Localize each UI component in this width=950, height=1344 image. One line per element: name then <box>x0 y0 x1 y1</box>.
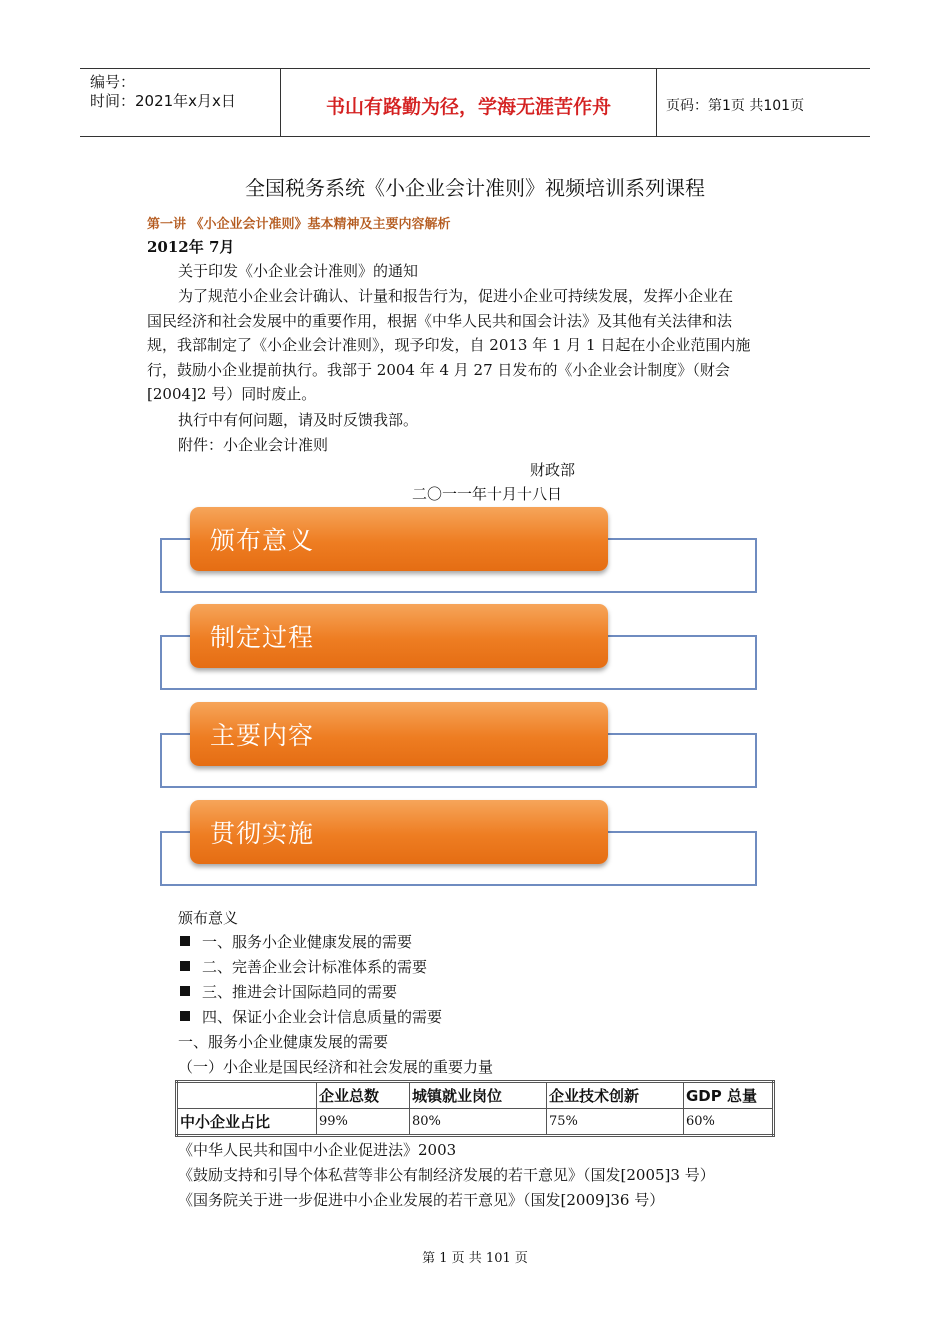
paragraph-line: [2004]2 号）同时废止。 <box>147 385 317 403</box>
table-cell: 99% <box>317 1109 410 1136</box>
sme-share-table <box>175 1080 775 1137</box>
doc-number-label: 编号： <box>90 73 136 91</box>
section-heading: 颁布意义 <box>178 909 239 927</box>
diagram-item <box>190 604 608 668</box>
diagram-item-label: 主要内容 <box>210 721 315 750</box>
bullet-text: 二、完善企业会计标准体系的需要 <box>202 958 428 976</box>
notice-title: 关于印发《小企业会计准则》的通知 <box>178 262 419 280</box>
table-cell: 80% <box>410 1109 547 1136</box>
paragraph-line: 规，我部制定了《小企业会计准则》，现予印发，自 2013 年 1 月 1 日起在小企业范围内施 <box>147 336 751 354</box>
header-page-cell <box>656 69 870 136</box>
table-cell: 75% <box>547 1109 684 1136</box>
bullet-text: 四、保证小企业会计信息质量的需要 <box>202 1008 443 1026</box>
signature: 财政部 <box>530 461 576 479</box>
table-row-label: 中小企业占比 <box>177 1109 317 1136</box>
reference-item: 《国务院关于进一步促进中小企业发展的若干意见》（国发[2009]36 号） <box>178 1191 665 1209</box>
diagram-item-label: 制定过程 <box>210 623 315 652</box>
lecture-title: 第一讲 《小企业会计准则》基本精神及主要内容解析 <box>147 217 451 232</box>
bullet-item <box>180 931 412 952</box>
diagram-item <box>190 507 608 571</box>
bullet-text: 一、服务小企业健康发展的需要 <box>202 933 413 951</box>
page-info: 页码：第1页 共101页 <box>666 98 805 114</box>
attachment-line: 附件：小企业会计准则 <box>178 436 329 454</box>
diagram-item-label: 颁布意义 <box>210 526 315 555</box>
bullet-square-icon <box>180 961 190 971</box>
lecture-date: 2012年 7月 <box>147 238 235 256</box>
motto-text: 书山有路勤为径，学海无涯苦作舟 <box>325 96 611 118</box>
paragraph-line: 为了规范小企业会计确认、计量和报告行为，促进小企业可持续发展，发挥小企业在 <box>178 287 734 305</box>
page-header <box>80 68 870 137</box>
table-header-row <box>177 1082 774 1109</box>
sign-date: 二〇一一年十月十八日 <box>412 485 563 503</box>
bullet-square-icon <box>180 986 190 996</box>
table-row <box>177 1109 774 1136</box>
table-header-cell: 企业技术创新 <box>547 1082 684 1109</box>
paragraph-line: 国民经济和社会发展中的重要作用，根据《中华人民共和国会计法》及其他有关法律和法 <box>147 311 733 330</box>
bullet-item <box>180 956 427 977</box>
diagram-item <box>190 800 608 864</box>
table-header-cell <box>177 1082 317 1109</box>
sub-heading: 一、服务小企业健康发展的需要 <box>178 1033 389 1051</box>
diagram-item-label: 贯彻实施 <box>210 819 315 848</box>
bullet-square-icon <box>180 936 190 946</box>
table-header-cell: GDP 总量 <box>684 1082 774 1109</box>
page-footer: 第 1 页 共 101 页 <box>422 1251 528 1266</box>
doc-time-label: 时间：2021年x月x日 <box>90 92 236 110</box>
table-cell: 60% <box>684 1109 774 1136</box>
reference-item: 《中华人民共和国中小企业促进法》2003 <box>178 1141 457 1159</box>
diagram-item <box>190 702 608 766</box>
sub-sub-heading: （一）小企业是国民经济和社会发展的重要力量 <box>178 1058 494 1076</box>
document-title: 全国税务系统《小企业会计准则》视频培训系列课程 <box>245 176 705 200</box>
header-motto-cell <box>280 69 657 136</box>
bullet-item <box>180 981 397 1002</box>
table-header-cell: 企业总数 <box>317 1082 410 1109</box>
feedback-paragraph: 执行中有何问题，请及时反馈我部。 <box>178 411 419 429</box>
header-meta-cell <box>80 69 280 136</box>
bullet-item <box>180 1006 442 1027</box>
paragraph-line: 行，鼓励小企业提前执行。我部于 2004 年 4 月 27 日发布的《小企业会计制度》（财会 <box>147 360 730 379</box>
bullet-square-icon <box>180 1011 190 1021</box>
bullet-text: 三、推进会计国际趋同的需要 <box>202 983 398 1001</box>
table-header-cell: 城镇就业岗位 <box>410 1082 547 1109</box>
reference-item: 《鼓励支持和引导个体私营等非公有制经济发展的若干意见》（国发[2005]3 号） <box>178 1166 715 1184</box>
notice-paragraph <box>147 284 807 407</box>
